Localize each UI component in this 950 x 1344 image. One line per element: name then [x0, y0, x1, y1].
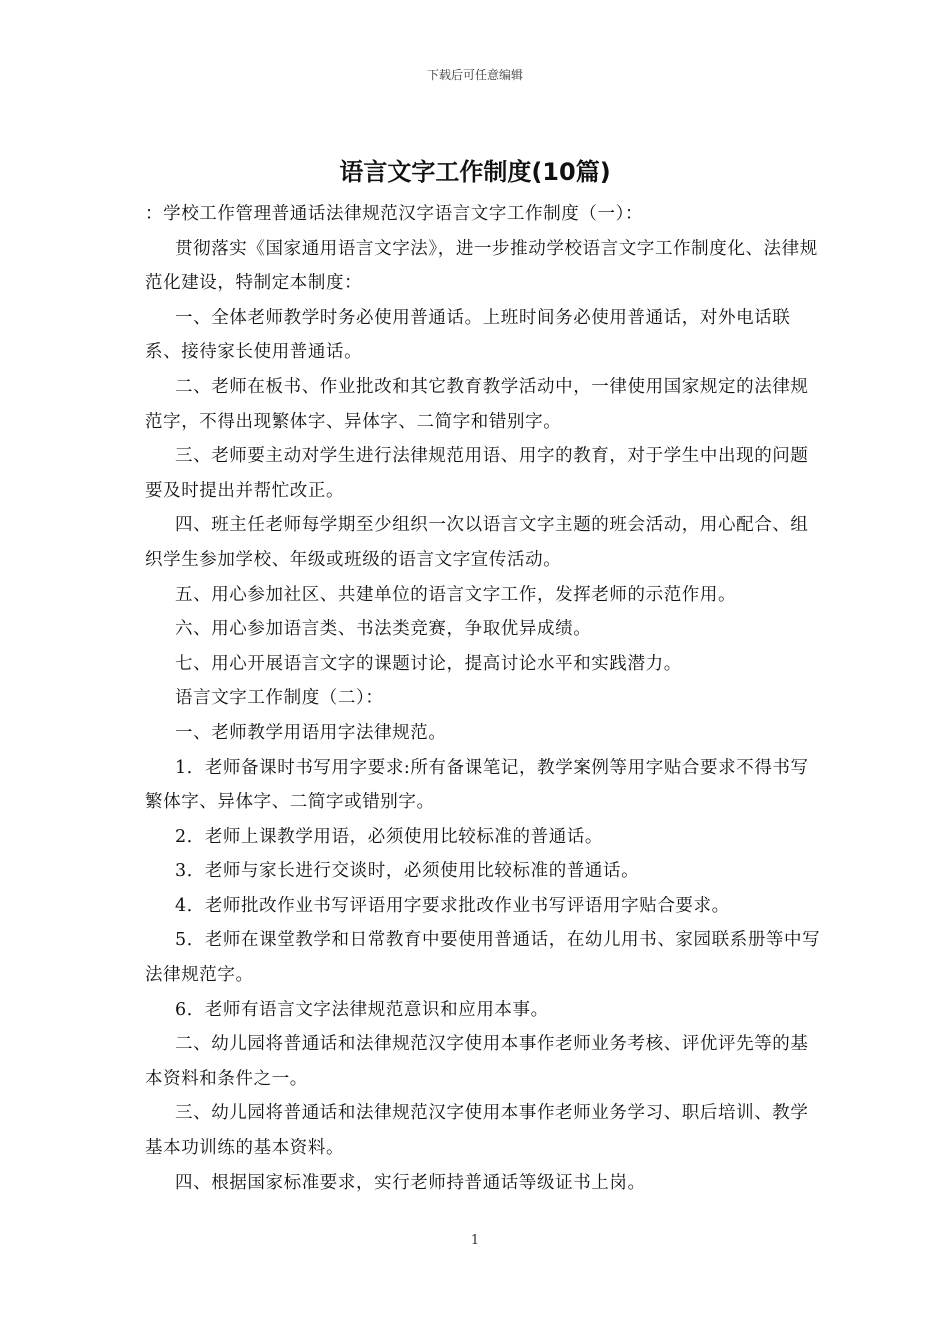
paragraph: 一、老师教学用语用字法律规范。	[175, 722, 447, 743]
paragraph: 二、幼儿园将普通话和法律规范汉字使用本事作老师业务考核、评优评先等的基本资料和条件之一。	[145, 1034, 809, 1089]
paragraph: 一、全体老师教学时务必使用普通话。上班时间务必使用普通话，对外电话联系、接待家长使用普通话。	[145, 307, 791, 363]
paragraph: 四、根据国家标准要求，实行老师持普通话等级证书上岗。	[175, 1172, 646, 1193]
paragraph: ：学校工作管理普通话法律规范汉字语言文字工作制度（一）：	[145, 204, 644, 224]
document-body	[145, 197, 825, 1200]
paragraph: 6．老师有语言文字法律规范意识和应用本事。	[175, 999, 549, 1020]
section-heading: 语言文字工作制度（二）：	[175, 688, 384, 709]
paragraph: 5．老师在课堂教学和日常教育中要使用普通话，在幼儿用书、家园联系册等中写法律规范字。	[145, 930, 821, 986]
page-number: 1	[470, 1233, 480, 1248]
paragraph: 六、用心参加语言类、书法类竞赛，争取优异成绩。	[175, 619, 592, 640]
page-header: 下载后可任意编辑	[426, 68, 523, 82]
paragraph: 2．老师上课教学用语，必须使用比较标准的普通话。	[175, 826, 604, 847]
paragraph: 七、用心开展语言文字的课题讨论，提高讨论水平和实践潜力。	[175, 653, 682, 674]
paragraph: 贯彻落实《国家通用语言文字法》，进一步推动学校语言文字工作制度化、法律规范化建设，特制定本制度：	[145, 238, 818, 294]
paragraph: 1．老师备课时书写用字要求:所有备课笔记，教学案例等用字贴合要求不得书写繁体字、异体字、二简字或错别字。	[145, 757, 809, 813]
paragraph: 3．老师与家长进行交谈时，必须使用比较标准的普通话。	[175, 861, 640, 882]
paragraph: 二、老师在板书、作业批改和其它教育教学活动中，一律使用国家规定的法律规范字，不得出现繁体字、异体字、二简字和错别字。	[145, 376, 809, 432]
paragraph: 五、用心参加社区、共建单位的语言文字工作，发挥老师的示范作用。	[175, 584, 737, 605]
paragraph: 4．老师批改作业书写评语用字要求批改作业书写评语用字贴合要求。	[175, 895, 730, 916]
document-title: 语言文字工作制度(10篇)	[339, 158, 611, 186]
paragraph: 三、老师要主动对学生进行法律规范用语、用字的教育，对于学生中出现的问题要及时提出并帮忙改正。	[145, 446, 809, 501]
paragraph: 四、班主任老师每学期至少组织一次以语言文字主题的班会活动，用心配合、组织学生参加学校、年级或班级的语言文字宣传活动。	[145, 515, 809, 570]
paragraph: 三、幼儿园将普通话和法律规范汉字使用本事作老师业务学习、职后培训、教学基本功训练的基本资料。	[145, 1103, 809, 1159]
